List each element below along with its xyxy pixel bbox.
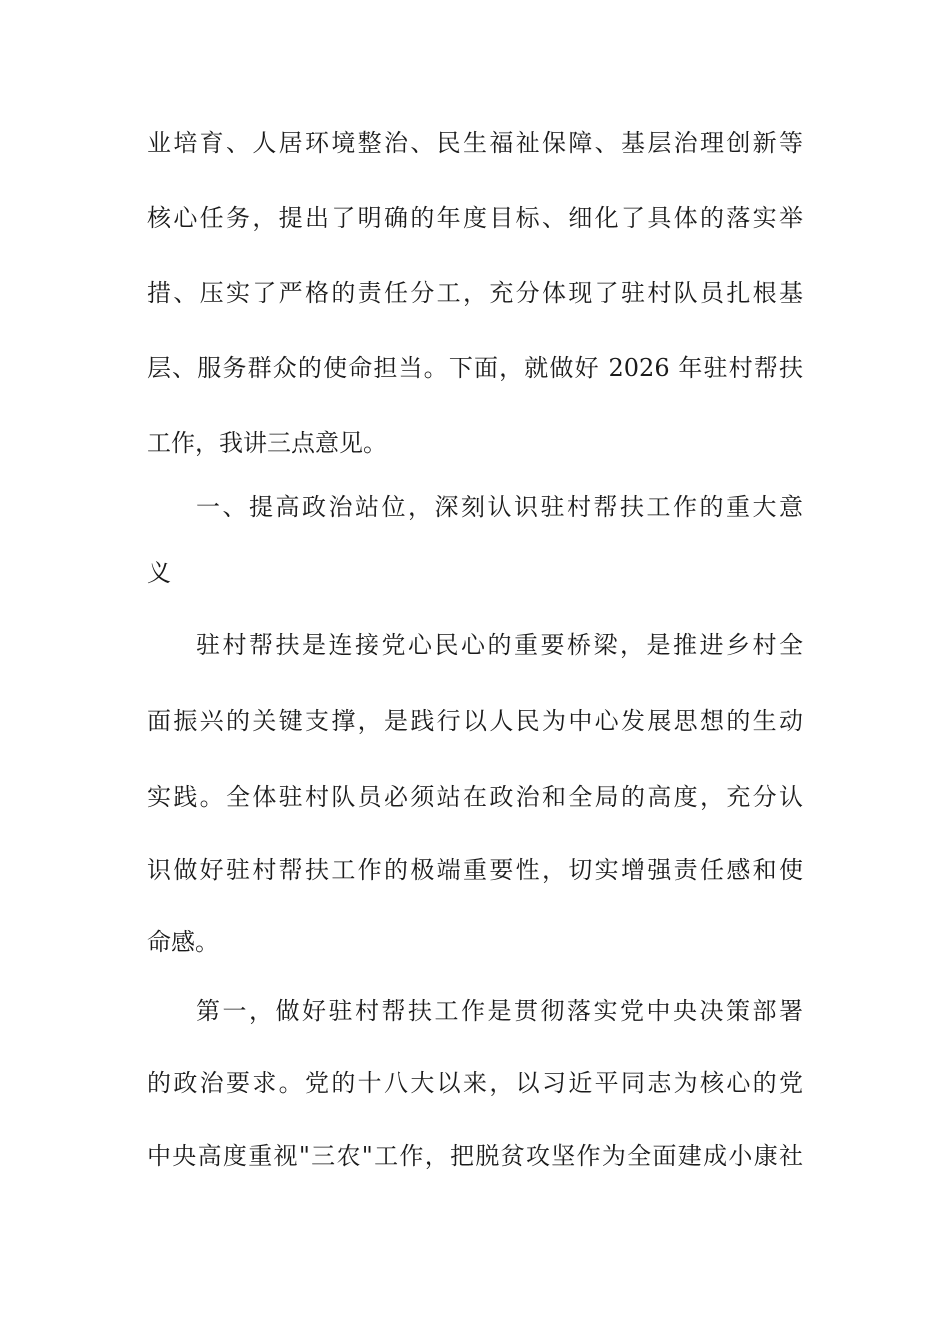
text-line: 层、服务群众的使命担当。下面，就做好 2026 年驻村帮扶 — [147, 354, 803, 382]
text-line: 驻村帮扶是连接党心民心的重要桥梁，是推进乡村全 — [196, 631, 803, 659]
text-line: 工作，我讲三点意见。 — [147, 429, 387, 457]
text-line: 实践。全体驻村队员必须站在政治和全局的高度，充分认 — [147, 783, 803, 811]
text-line: 核心任务，提出了明确的年度目标、细化了具体的落实举 — [147, 204, 803, 232]
text-line: 第一，做好驻村帮扶工作是贯彻落实党中央决策部署 — [196, 997, 803, 1025]
text-line: 业培育、人居环境整治、民生福祉保障、基层治理创新等 — [147, 129, 803, 157]
text-line: 的政治要求。党的十八大以来，以习近平同志为核心的党 — [147, 1069, 803, 1097]
text-line: 识做好驻村帮扶工作的极端重要性，切实增强责任感和使 — [147, 856, 803, 884]
text-line: 中央高度重视"三农"工作，把脱贫攻坚作为全面建成小康社 — [147, 1142, 803, 1170]
text-line: 面振兴的关键支撑，是践行以人民为中心发展思想的生动 — [147, 707, 803, 735]
section-heading-line: 义 — [147, 559, 171, 587]
text-line: 措、压实了严格的责任分工，充分体现了驻村队员扎根基 — [147, 279, 803, 307]
text-line: 命感。 — [147, 928, 219, 956]
section-heading-line: 一、提高政治站位，深刻认识驻村帮扶工作的重大意 — [196, 493, 803, 521]
